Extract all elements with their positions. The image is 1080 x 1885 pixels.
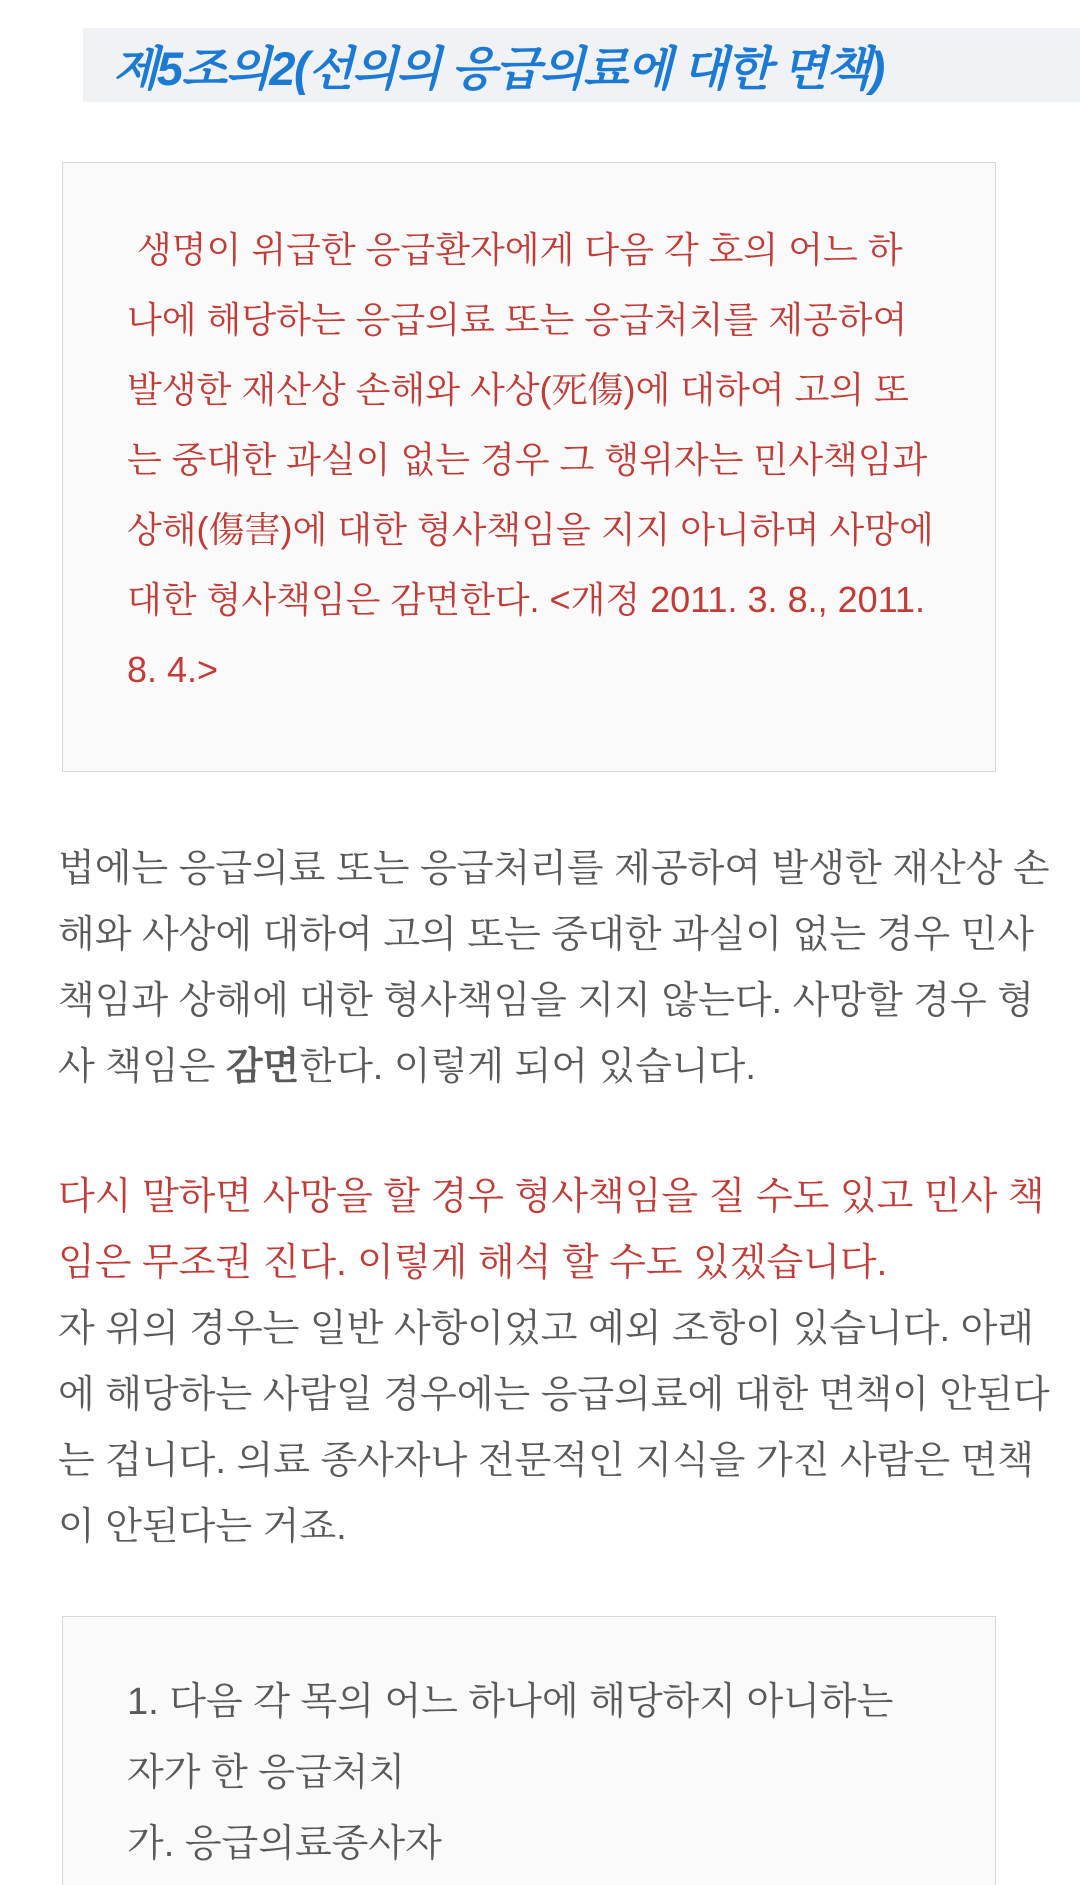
interpretation-paragraph (58, 1164, 1058, 1560)
commentary-text-after-bold: 한다. 이렇게 되어 있습니다. (299, 1046, 756, 1088)
title-strip (83, 28, 1080, 102)
exception-intro-text: 자 위의 경우는 일반 사항이었고 예외 조항이 있습니다. 아래에 해당하는 사람일 경우에는 응급의료에 대한 면책이 안된다는 겁니다. 의료 종사자나 전문적인 지식을 가진 사람은 면책이 안된다는 거죠. (58, 1308, 1050, 1548)
commentary-paragraph (58, 836, 1058, 1100)
article-title: 제5조의2(선의의 응급의료에 대한 면책) (113, 41, 884, 95)
law-quote-box (62, 162, 996, 772)
law-quote-text: 생명이 위급한 응급환자에게 다음 각 호의 어느 하나에 해당하는 응급의료 또는 응급처치를 제공하여 발생한 재산상 손해와 사상(死傷)에 대하여 고의 또는 중대한 과실이 없는 경우 그 행위자는 민사책임과 상해(傷害)에 대한 형사책임을 지지 아니하며 사망에 대한 형사책임은 감면한다. <개정 2011. 3. 8., 2011. 8. 4.> (127, 229, 934, 690)
exception-item-ga: 가. 응급의료종사자 (127, 1823, 442, 1865)
exception-item-1: 1. 다음 각 목의 어느 하나에 해당하지 아니하는 자가 한 응급처치 (127, 1681, 894, 1794)
commentary-text-before-bold: 법에는 응급의료 또는 응급처리를 제공하여 발생한 재산상 손해와 사상에 대하여 고의 또는 중대한 과실이 없는 경우 민사 책임과 상해에 대한 형사책임을 지지 않는다. 사망할 경우 형사 책임은 (58, 848, 1050, 1088)
exception-list-box (62, 1616, 996, 1885)
interpretation-red-text: 다시 말하면 사망을 할 경우 형사책임을 질 수도 있고 민사 책임은 무조권 진다. 이렇게 해석 할 수도 있겠습니다. (58, 1176, 1045, 1284)
commentary-bold-word: 감면 (225, 1046, 300, 1088)
